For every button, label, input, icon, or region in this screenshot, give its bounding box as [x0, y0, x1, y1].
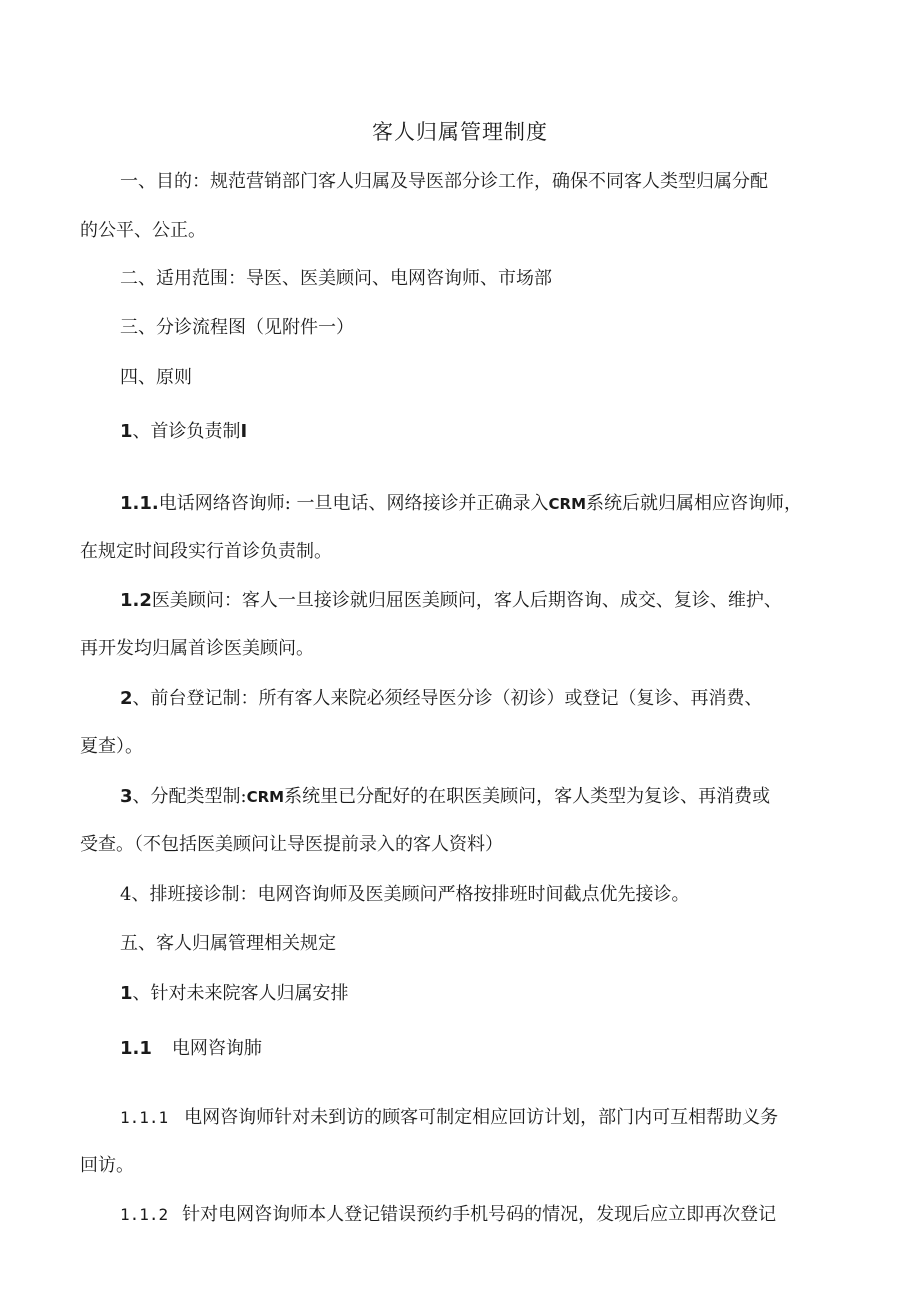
principle-registration-line1: [120, 687, 763, 711]
regulation-text: 电网咨询肺: [171, 1038, 262, 1059]
rule-1-1-line2: 在规定时间段实行首诊负责制。: [80, 541, 332, 562]
rule-text-b: 一旦电话、网络接诊并正确录入: [296, 493, 549, 514]
principle-text: 、首诊负责制: [132, 421, 241, 442]
principle-number: 1: [120, 421, 133, 442]
principle-first-visit: [120, 420, 247, 444]
principle-allocation-line2: 受查。（不包括医美顾问让导医提前录入的客人资料）: [80, 834, 503, 855]
crm-label: CRM: [548, 495, 587, 513]
regulation-text: 针对电网咨询师本人登记错误预约手机号码的情况，发现后应立即再次登记: [182, 1204, 777, 1225]
regulation-1-1-1-line2: 回访。: [80, 1155, 134, 1176]
rule-separator: :: [284, 493, 291, 514]
principle-mark: I: [240, 421, 248, 442]
principle-text-a: 、分配类型制:: [132, 786, 247, 807]
section-regulations: 五、客人归属管理相关规定: [120, 933, 336, 954]
regulation-1-1-1-line1: [120, 1106, 778, 1130]
principle-text: 、前台登记制：所有客人来院必须经导医分诊（初诊）或登记（复诊、再消费、: [132, 688, 763, 709]
document-title: 客人归属管理制度: [372, 120, 548, 144]
rule-number: 1.2: [120, 590, 152, 611]
rule-1-1-line1: [120, 492, 802, 516]
rule-1-2-line2: 再开发均归属首诊医美顾问。: [80, 638, 314, 659]
section-principles: 四、原则: [120, 367, 192, 388]
rule-text-a: 电话网络咨询师: [158, 493, 285, 514]
principle-registration-line2: 夏查）。: [80, 736, 143, 757]
regulation-number: 1.1.2: [120, 1205, 169, 1224]
regulation-1-1: [120, 1037, 262, 1061]
section-scope: 二、适用范围：导医、医美顾问、电网咨询师、市场部: [120, 268, 552, 289]
principle-shift: 4、排班接诊制：电网咨询师及医美顾问严格按排班时间截点优先接诊。: [120, 884, 690, 905]
rule-text: 医美顾问：客人一旦接诊就归屈医美顾问，客人后期咨询、成交、复诊、维护、: [151, 590, 782, 611]
crm-label: CRM: [246, 788, 285, 806]
regulation-1-1-2-line1: [120, 1203, 776, 1227]
regulation-number: 1: [120, 983, 133, 1004]
section-flowchart: 三、分诊流程图（见附件一）: [120, 317, 354, 338]
rule-number: 1.1.: [120, 493, 159, 514]
section-purpose-line2: 的公平、公正。: [80, 220, 206, 241]
regulation-1: [120, 982, 349, 1006]
principle-text-b: 系统里已分配好的在职医美顾问，客人类型为复诊、再消费或: [284, 786, 771, 807]
regulation-text: 电网咨询师针对未到访的顾客可制定相应回访计划，部门内可互相帮助义务: [184, 1107, 779, 1128]
rule-1-2-line1: [120, 589, 782, 613]
section-purpose-line1: 一、目的：规范营销部门客人归属及导医部分诊工作，确保不同客人类型归属分配: [120, 171, 768, 192]
regulation-text: 、针对未来院客人归属安排: [132, 983, 349, 1004]
regulation-number: 1.1: [120, 1038, 152, 1059]
regulation-number: 1.1.1: [120, 1108, 169, 1127]
principle-allocation-line1: [120, 785, 770, 809]
principle-number: 3: [120, 786, 133, 807]
principle-number: 2: [120, 688, 133, 709]
rule-text-c: 系统后就归属相应咨询师，: [586, 493, 803, 514]
